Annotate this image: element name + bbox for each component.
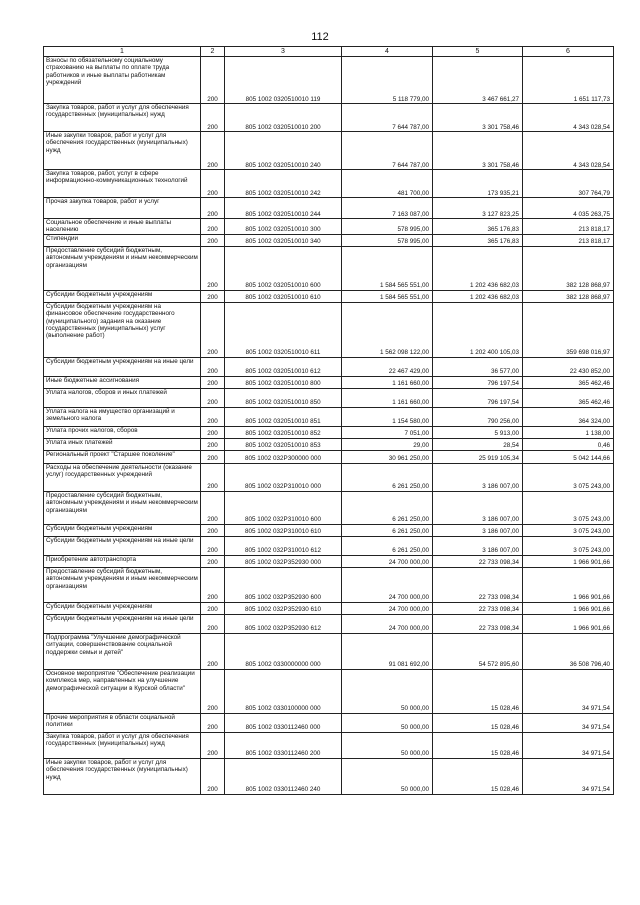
table-row <box>44 426 614 438</box>
row-value-col4: 6 261 250,00 <box>342 536 433 555</box>
row-name: Субсидии бюджетным учреждениям <box>44 602 201 614</box>
row-value-col6: 1 651 117,73 <box>523 57 614 104</box>
row-value-col5: 15 028,46 <box>433 713 523 732</box>
row-group: 200 <box>201 758 225 794</box>
row-value-col4: 50 000,00 <box>342 713 433 732</box>
row-group: 200 <box>201 438 225 450</box>
row-group: 200 <box>201 567 225 602</box>
row-name: Уплата прочих налогов, сборов <box>44 426 201 438</box>
row-value-col5: 1 202 436 682,03 <box>433 246 523 290</box>
row-value-col5: 22 733 098,34 <box>433 555 523 567</box>
row-value-col4: 7 163 087,00 <box>342 198 433 219</box>
row-code: 805 1002 032P310010 610 <box>225 524 342 536</box>
row-name: Основное мероприятие "Обеспечение реализации комплекса мер, направленных на улучшение демографической ситуации в Курской области" <box>44 669 201 713</box>
row-group: 200 <box>201 555 225 567</box>
row-name: Расходы на обеспечение деятельности (оказание услуг) государственных учреждений <box>44 463 201 491</box>
row-value-col5: 3 186 007,00 <box>433 536 523 555</box>
row-value-col5: 365 176,83 <box>433 234 523 246</box>
row-name: Уплата налогов, сборов и иных платежей <box>44 388 201 407</box>
row-value-col5: 3 186 007,00 <box>433 524 523 536</box>
row-value-col4: 5 118 779,00 <box>342 57 433 104</box>
table-row <box>44 567 614 602</box>
row-value-col6: 36 508 796,40 <box>523 633 614 669</box>
row-code: 805 1002 0320510010 800 <box>225 376 342 388</box>
row-value-col6: 34 971,54 <box>523 732 614 758</box>
row-name: Закупка товаров, работ и услуг для обеспечения государственных (муниципальных) нужд <box>44 104 201 132</box>
row-value-col4: 24 700 000,00 <box>342 602 433 614</box>
row-value-col6: 307 764,79 <box>523 170 614 198</box>
row-value-col5: 3 186 007,00 <box>433 491 523 524</box>
row-value-col6: 1 966 901,66 <box>523 614 614 633</box>
row-code: 805 1002 0330000000 000 <box>225 633 342 669</box>
table-row <box>44 463 614 491</box>
budget-table <box>43 46 614 795</box>
row-value-col5: 173 935,21 <box>433 170 523 198</box>
row-value-col4: 578 995,00 <box>342 219 433 235</box>
row-value-col4: 7 644 787,00 <box>342 132 433 170</box>
table-row <box>44 219 614 235</box>
row-group: 200 <box>201 407 225 426</box>
row-value-col5: 28,54 <box>433 438 523 450</box>
row-group: 200 <box>201 602 225 614</box>
row-value-col5: 365 176,83 <box>433 219 523 235</box>
row-value-col4: 1 562 098 122,00 <box>342 302 433 357</box>
table-row <box>44 234 614 246</box>
row-value-col4: 22 467 429,00 <box>342 357 433 376</box>
row-code: 805 1002 0320510010 242 <box>225 170 342 198</box>
row-value-col4: 6 261 250,00 <box>342 491 433 524</box>
row-name: Субсидии бюджетным учреждениям <box>44 524 201 536</box>
row-value-col5: 3 301 758,46 <box>433 104 523 132</box>
table-row <box>44 290 614 302</box>
row-group: 200 <box>201 376 225 388</box>
row-name: Региональный проект "Старшее поколение" <box>44 450 201 463</box>
header-col-5: 5 <box>433 47 523 57</box>
row-value-col5: 15 028,46 <box>433 669 523 713</box>
row-code: 805 1002 0320510010 852 <box>225 426 342 438</box>
row-group: 200 <box>201 450 225 463</box>
header-col-3: 3 <box>225 47 342 57</box>
row-value-col4: 1 161 660,00 <box>342 388 433 407</box>
row-code: 805 1002 032P352930 612 <box>225 614 342 633</box>
row-value-col6: 4 035 263,75 <box>523 198 614 219</box>
row-value-col5: 36 577,00 <box>433 357 523 376</box>
row-name: Уплата налога на имущество организаций и земельного налога <box>44 407 201 426</box>
row-group: 200 <box>201 524 225 536</box>
row-value-col5: 5 913,00 <box>433 426 523 438</box>
row-value-col6: 34 971,54 <box>523 669 614 713</box>
table-row <box>44 170 614 198</box>
row-value-col4: 578 995,00 <box>342 234 433 246</box>
row-code: 805 1002 032P352930 000 <box>225 555 342 567</box>
row-value-col6: 1 966 901,66 <box>523 555 614 567</box>
row-value-col6: 3 075 243,00 <box>523 463 614 491</box>
row-name: Прочие мероприятия в области социальной политики <box>44 713 201 732</box>
row-value-col5: 15 028,46 <box>433 758 523 794</box>
row-value-col6: 382 128 868,97 <box>523 290 614 302</box>
row-value-col6: 364 324,00 <box>523 407 614 426</box>
row-group: 200 <box>201 132 225 170</box>
row-value-col6: 5 042 144,66 <box>523 450 614 463</box>
row-value-col5: 1 202 400 105,03 <box>433 302 523 357</box>
row-value-col4: 50 000,00 <box>342 732 433 758</box>
table-row <box>44 438 614 450</box>
row-value-col4: 24 700 000,00 <box>342 614 433 633</box>
row-name: Взносы по обязательному социальному страхованию на выплаты по оплате труда работников и иные выплаты работникам учреждений <box>44 57 201 104</box>
row-value-col5: 22 733 098,34 <box>433 567 523 602</box>
row-value-col5: 3 467 661,27 <box>433 57 523 104</box>
table-row <box>44 246 614 290</box>
table-row <box>44 104 614 132</box>
row-code: 805 1002 0320510010 611 <box>225 302 342 357</box>
row-value-col5: 3 127 823,25 <box>433 198 523 219</box>
row-name: Подпрограмма "Улучшение демографической ситуации, совершенствование социальной поддержки семьи и детей" <box>44 633 201 669</box>
table-row <box>44 407 614 426</box>
row-name: Иные закупки товаров, работ и услуг для обеспечения государственных (муниципальных) нужд <box>44 132 201 170</box>
row-value-col6: 34 971,54 <box>523 713 614 732</box>
row-name: Уплата иных платежей <box>44 438 201 450</box>
table-row <box>44 357 614 376</box>
row-group: 200 <box>201 219 225 235</box>
row-name: Социальное обеспечение и иные выплаты населению <box>44 219 201 235</box>
row-value-col4: 1 161 660,00 <box>342 376 433 388</box>
row-code: 805 1002 0330112460 240 <box>225 758 342 794</box>
row-value-col5: 22 733 098,34 <box>433 602 523 614</box>
row-value-col4: 1 584 565 551,00 <box>342 246 433 290</box>
row-code: 805 1002 0320510010 200 <box>225 104 342 132</box>
header-col-6: 6 <box>523 47 614 57</box>
row-code: 805 1002 032P310010 600 <box>225 491 342 524</box>
row-value-col6: 4 343 028,54 <box>523 104 614 132</box>
row-value-col5: 1 202 436 682,03 <box>433 290 523 302</box>
row-value-col4: 7 051,00 <box>342 426 433 438</box>
table-row <box>44 536 614 555</box>
row-group: 200 <box>201 57 225 104</box>
row-code: 805 1002 0330112460 000 <box>225 713 342 732</box>
row-value-col5: 15 028,46 <box>433 732 523 758</box>
table-row <box>44 602 614 614</box>
row-value-col6: 1 966 901,66 <box>523 602 614 614</box>
row-value-col5: 796 197,54 <box>433 376 523 388</box>
row-group: 200 <box>201 713 225 732</box>
row-name: Субсидии бюджетным учреждениям на иные цели <box>44 536 201 555</box>
row-value-col6: 1 966 901,66 <box>523 567 614 602</box>
row-value-col5: 25 919 105,34 <box>433 450 523 463</box>
row-value-col5: 796 197,54 <box>433 388 523 407</box>
row-group: 200 <box>201 357 225 376</box>
row-value-col4: 30 961 250,00 <box>342 450 433 463</box>
row-name: Предоставление субсидий бюджетным, автономным учреждениям и иным некоммерческим организациям <box>44 491 201 524</box>
row-value-col6: 213 818,17 <box>523 219 614 235</box>
row-code: 805 1002 0320510010 240 <box>225 132 342 170</box>
row-group: 200 <box>201 290 225 302</box>
row-value-col6: 3 075 243,00 <box>523 491 614 524</box>
row-name: Субсидии бюджетным учреждениям на финансовое обеспечение государственного (муниципального) задания на оказание государственных (муниципальных) услуг (выполнение работ) <box>44 302 201 357</box>
row-name: Стипендии <box>44 234 201 246</box>
row-group: 200 <box>201 104 225 132</box>
row-value-col6: 0,46 <box>523 438 614 450</box>
row-value-col5: 54 572 895,60 <box>433 633 523 669</box>
table-row <box>44 732 614 758</box>
row-name: Субсидии бюджетным учреждениям <box>44 290 201 302</box>
row-group: 200 <box>201 426 225 438</box>
row-value-col5: 22 733 098,34 <box>433 614 523 633</box>
row-value-col4: 1 584 565 551,00 <box>342 290 433 302</box>
table-row <box>44 555 614 567</box>
table-row <box>44 713 614 732</box>
row-name: Закупка товаров, работ, услуг в сфере информационно-коммуникационных технологий <box>44 170 201 198</box>
row-group: 200 <box>201 536 225 555</box>
row-value-col4: 29,00 <box>342 438 433 450</box>
row-name: Закупка товаров, работ и услуг для обеспечения государственных (муниципальных) нужд <box>44 732 201 758</box>
row-code: 805 1002 0320510010 340 <box>225 234 342 246</box>
row-name: Приобретение автотранспорта <box>44 555 201 567</box>
row-code: 805 1002 0330112460 200 <box>225 732 342 758</box>
row-value-col4: 50 000,00 <box>342 669 433 713</box>
table-row <box>44 302 614 357</box>
row-value-col6: 365 462,46 <box>523 376 614 388</box>
row-code: 805 1002 0320510010 600 <box>225 246 342 290</box>
row-value-col5: 3 186 007,00 <box>433 463 523 491</box>
row-value-col6: 359 698 016,97 <box>523 302 614 357</box>
row-value-col4: 24 700 000,00 <box>342 555 433 567</box>
table-row <box>44 388 614 407</box>
row-value-col5: 3 301 758,46 <box>433 132 523 170</box>
header-col-2: 2 <box>201 47 225 57</box>
row-value-col4: 6 261 250,00 <box>342 524 433 536</box>
row-group: 200 <box>201 388 225 407</box>
row-group: 200 <box>201 463 225 491</box>
row-value-col6: 3 075 243,00 <box>523 536 614 555</box>
row-group: 200 <box>201 302 225 357</box>
table-row <box>44 491 614 524</box>
row-name: Субсидии бюджетным учреждениям на иные цели <box>44 357 201 376</box>
row-code: 805 1002 0330100000 000 <box>225 669 342 713</box>
row-value-col6: 382 128 868,97 <box>523 246 614 290</box>
row-value-col4: 24 700 000,00 <box>342 567 433 602</box>
table-row <box>44 524 614 536</box>
row-name: Предоставление субсидий бюджетным, автономным учреждениям и иным некоммерческим организациям <box>44 567 201 602</box>
row-code: 805 1002 032P352930 610 <box>225 602 342 614</box>
row-value-col4: 7 644 787,00 <box>342 104 433 132</box>
row-code: 805 1002 032P352930 600 <box>225 567 342 602</box>
row-name: Иные закупки товаров, работ и услуг для обеспечения государственных (муниципальных) нужд <box>44 758 201 794</box>
row-group: 200 <box>201 669 225 713</box>
row-value-col4: 1 154 580,00 <box>342 407 433 426</box>
row-code: 805 1002 0320510010 300 <box>225 219 342 235</box>
table-row <box>44 669 614 713</box>
table-row <box>44 450 614 463</box>
row-group: 200 <box>201 732 225 758</box>
table-row <box>44 633 614 669</box>
row-value-col4: 50 000,00 <box>342 758 433 794</box>
row-code: 805 1002 0320510010 119 <box>225 57 342 104</box>
row-name: Предоставление субсидий бюджетным, автономным учреждениям и иным некоммерческим организациям <box>44 246 201 290</box>
header-col-4: 4 <box>342 47 433 57</box>
page-number: 112 <box>311 31 329 43</box>
table-row <box>44 198 614 219</box>
row-value-col4: 481 700,00 <box>342 170 433 198</box>
row-group: 200 <box>201 198 225 219</box>
row-code: 805 1002 0320510010 610 <box>225 290 342 302</box>
header-col-1: 1 <box>44 47 201 57</box>
row-name: Прочая закупка товаров, работ и услуг <box>44 198 201 219</box>
table-row <box>44 614 614 633</box>
row-value-col6: 22 430 852,00 <box>523 357 614 376</box>
row-code: 805 1002 032P310010 612 <box>225 536 342 555</box>
row-value-col4: 91 081 692,00 <box>342 633 433 669</box>
row-code: 805 1002 032P300000 000 <box>225 450 342 463</box>
row-group: 200 <box>201 614 225 633</box>
row-value-col6: 3 075 243,00 <box>523 524 614 536</box>
row-code: 805 1002 032P310010 000 <box>225 463 342 491</box>
row-value-col6: 213 818,17 <box>523 234 614 246</box>
row-code: 805 1002 0320510010 612 <box>225 357 342 376</box>
row-code: 805 1002 0320510010 853 <box>225 438 342 450</box>
row-value-col6: 34 971,54 <box>523 758 614 794</box>
row-group: 200 <box>201 491 225 524</box>
table-row <box>44 758 614 794</box>
row-group: 200 <box>201 170 225 198</box>
table-row <box>44 57 614 104</box>
row-group: 200 <box>201 246 225 290</box>
row-value-col6: 4 343 028,54 <box>523 132 614 170</box>
row-group: 200 <box>201 633 225 669</box>
row-name: Иные бюджетные ассигнования <box>44 376 201 388</box>
row-code: 805 1002 0320510010 850 <box>225 388 342 407</box>
table-row <box>44 132 614 170</box>
row-group: 200 <box>201 234 225 246</box>
row-name: Субсидии бюджетным учреждениям на иные цели <box>44 614 201 633</box>
row-code: 805 1002 0320510010 851 <box>225 407 342 426</box>
table-row <box>44 376 614 388</box>
row-value-col6: 1 138,00 <box>523 426 614 438</box>
row-value-col4: 6 261 250,00 <box>342 463 433 491</box>
row-value-col6: 365 462,46 <box>523 388 614 407</box>
table-header-row <box>44 47 614 57</box>
row-code: 805 1002 0320510010 244 <box>225 198 342 219</box>
row-value-col5: 790 256,00 <box>433 407 523 426</box>
